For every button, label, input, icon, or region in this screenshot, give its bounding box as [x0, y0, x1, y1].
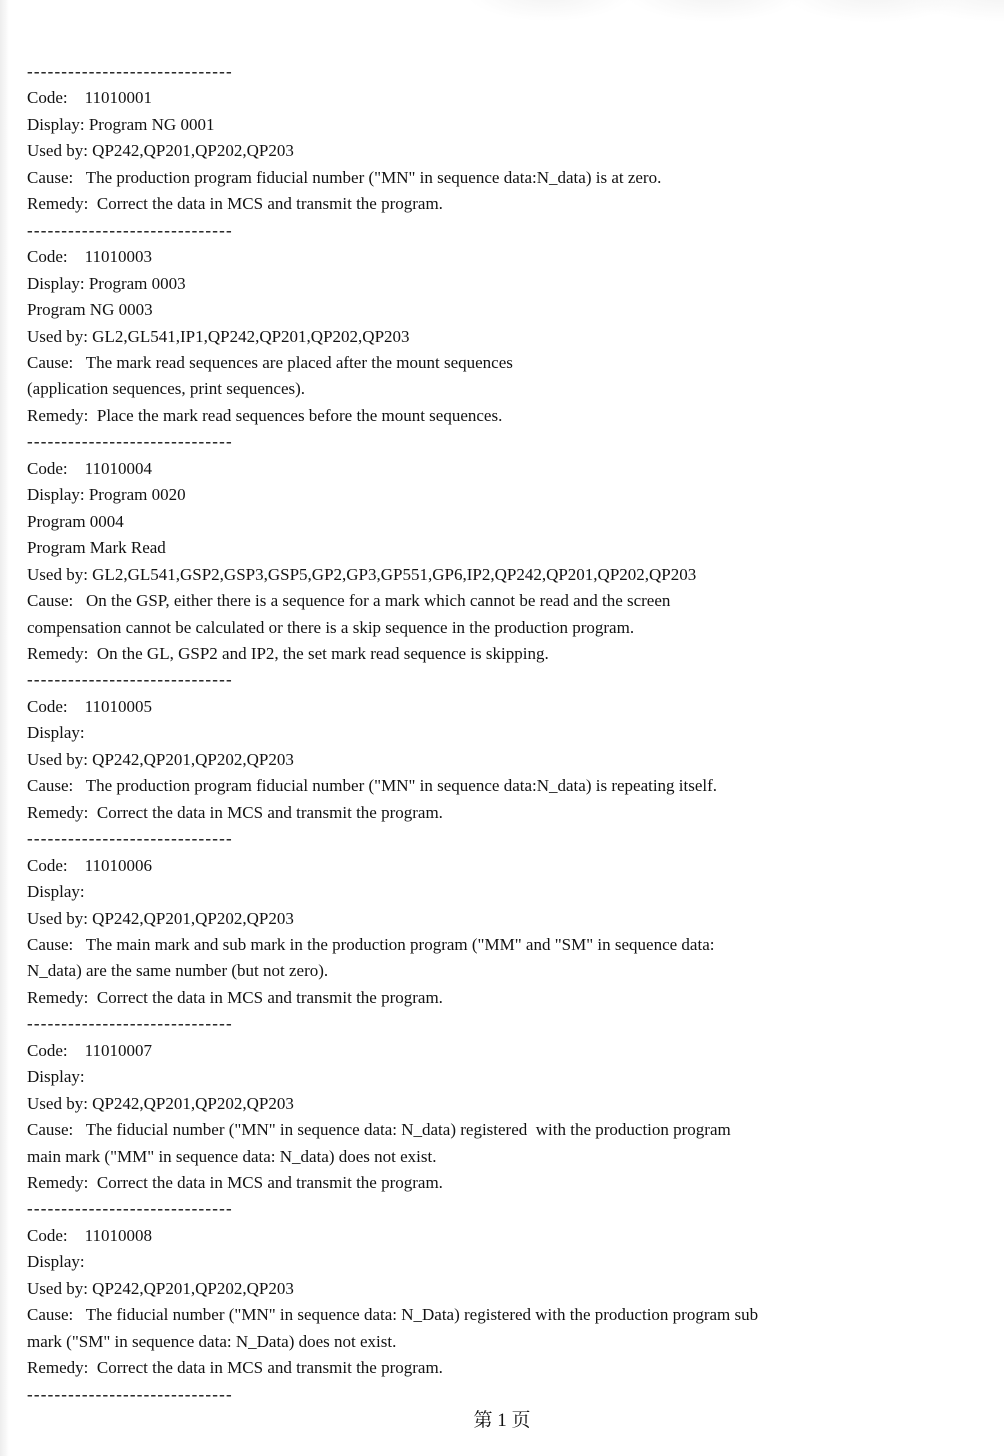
record-separator: ------------------------------: [27, 670, 233, 690]
record-separator: ------------------------------: [27, 220, 233, 240]
record-line: Used by: QP242,QP201,QP202,QP203: [27, 749, 294, 769]
record-line: (application sequences, print sequences).: [27, 379, 306, 399]
record-line: Code: 11010001: [27, 88, 152, 108]
record-line: Code: 11010003: [27, 247, 152, 267]
record-separator: ------------------------------: [27, 829, 233, 849]
record-line: Display: Program 0020: [27, 485, 186, 505]
record-line: Display:: [27, 882, 85, 902]
record-line: Cause: The main mark and sub mark in the production program ("MM" and "SM" in sequence data:: [27, 934, 715, 954]
record-line: Used by: GL2,GL541,GSP2,GSP3,GSP5,GP2,GP3,GP551,GP6,IP2,QP242,QP201,QP202,QP203: [27, 564, 697, 584]
record-separator: ------------------------------: [27, 1014, 233, 1034]
document-body: [27, 59, 988, 1408]
record-line: Code: 11010004: [27, 458, 152, 478]
record-separator: ------------------------------: [27, 1384, 233, 1404]
record-line: Cause: The production program fiducial number ("MN" in sequence data:N_data) is at zero.: [27, 167, 662, 187]
record-line: Display:: [27, 1252, 85, 1272]
record-line: main mark ("MM" in sequence data: N_data) does not exist.: [27, 1146, 437, 1166]
record-separator: ------------------------------: [27, 62, 233, 81]
page-left-edge-shadow: [0, 0, 9, 1456]
record-line: Program Mark Read: [27, 538, 166, 558]
record-line: Code: 11010005: [27, 696, 152, 716]
record-line: Remedy: Place the mark read sequences before the mount sequences.: [27, 405, 503, 425]
record-line: Remedy: Correct the data in MCS and transmit the program.: [27, 802, 443, 822]
record-separator: ------------------------------: [27, 432, 233, 452]
record-line: Code: 11010007: [27, 1040, 152, 1060]
record-line: Cause: The mark read sequences are placed after the mount sequences: [27, 352, 513, 372]
record-line: Used by: QP242,QP201,QP202,QP203: [27, 908, 294, 928]
record-line: Cause: On the GSP, either there is a sequence for a mark which cannot be read and the screen: [27, 591, 671, 611]
record-line: Remedy: Correct the data in MCS and transmit the program.: [27, 1358, 443, 1378]
record-line: Display: Program NG 0001: [27, 114, 215, 134]
record-line: Cause: The fiducial number ("MN" in sequence data: N_Data) registered with the production program sub: [27, 1305, 759, 1325]
record-line: Display:: [27, 1067, 85, 1087]
record-line: Cause: The fiducial number ("MN" in sequence data: N_data) registered with the production program: [27, 1120, 731, 1140]
record-line: Program NG 0003: [27, 300, 153, 320]
record-line: Remedy: On the GL, GSP2 and IP2, the set mark read sequence is skipping.: [27, 643, 549, 663]
record-line: Remedy: Correct the data in MCS and transmit the program.: [27, 1173, 443, 1193]
record-line: Display:: [27, 723, 85, 743]
record-line: Used by: QP242,QP201,QP202,QP203: [27, 141, 294, 161]
record-line: Used by: QP242,QP201,QP202,QP203: [27, 1093, 294, 1113]
record-line: Used by: QP242,QP201,QP202,QP203: [27, 1278, 294, 1298]
record-line: Remedy: Correct the data in MCS and transmit the program.: [27, 987, 443, 1007]
record-line: Remedy: Correct the data in MCS and transmit the program.: [27, 194, 443, 214]
record-line: mark ("SM" in sequence data: N_Data) does not exist.: [27, 1331, 397, 1351]
page-top-edge-shadow: [384, 0, 1004, 56]
record-line: Display: Program 0003: [27, 273, 186, 293]
record-line: Cause: The production program fiducial number ("MN" in sequence data:N_data) is repeating itself.: [27, 776, 718, 796]
record-line: Program 0004: [27, 511, 124, 531]
record-line: compensation cannot be calculated or there is a skip sequence in the production program.: [27, 617, 635, 637]
record-line: Code: 11010008: [27, 1225, 152, 1245]
record-separator: ------------------------------: [27, 1199, 233, 1219]
record-line: Code: 11010006: [27, 855, 152, 875]
record-line: Used by: GL2,GL541,IP1,QP242,QP201,QP202,QP203: [27, 326, 410, 346]
page-number: 第 1 页: [473, 1410, 531, 1431]
record-line: N_data) are the same number (but not zero).: [27, 961, 329, 981]
